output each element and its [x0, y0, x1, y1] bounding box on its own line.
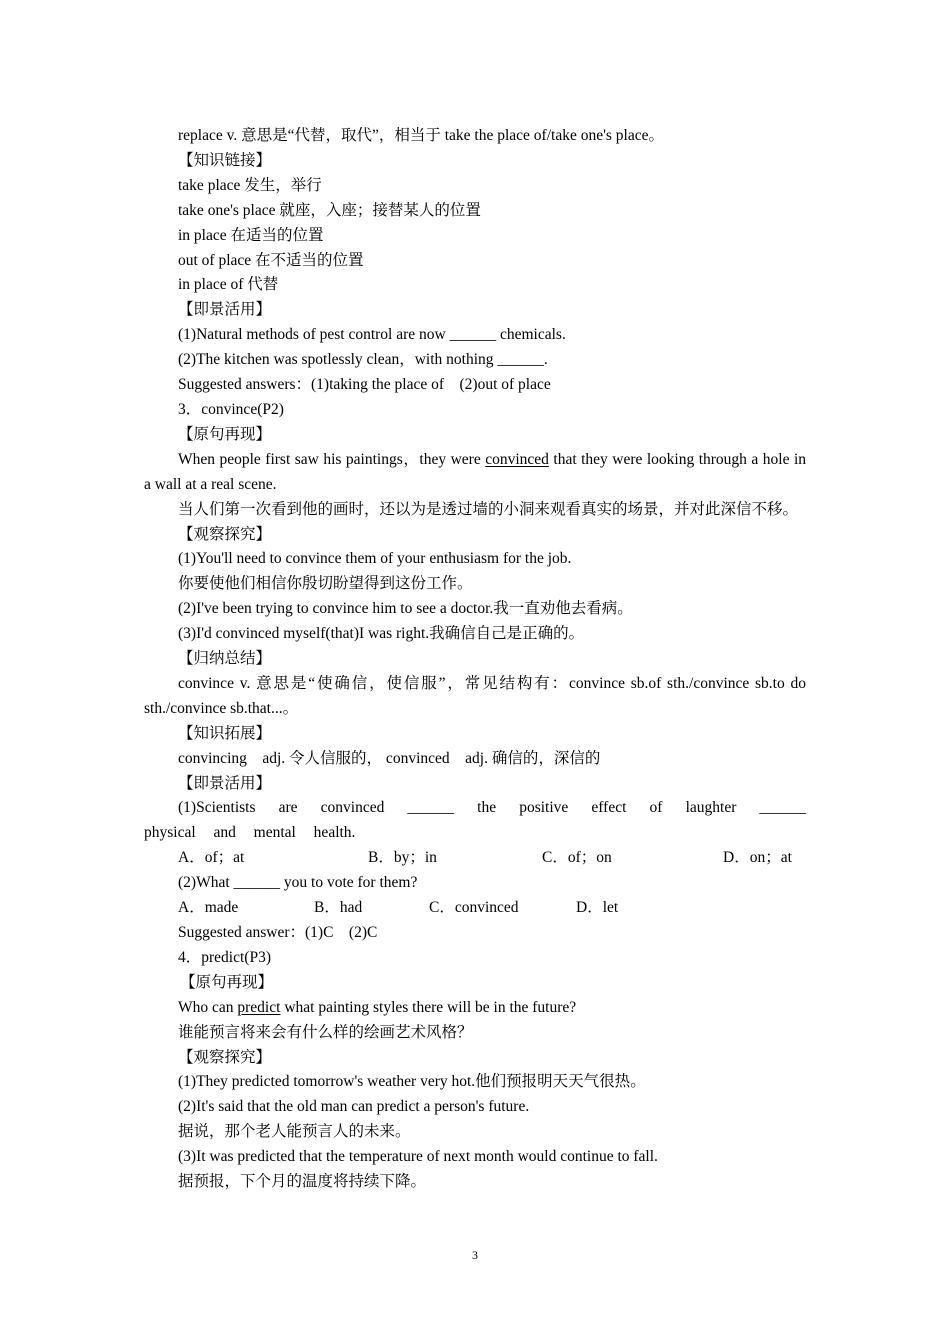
phrase-in-place: in place 在适当的位置 [178, 226, 324, 244]
keyword-predict: predict [237, 998, 281, 1016]
convince-practice-heading: 【即景活用】 [178, 774, 272, 792]
predict-example-1: (1)They predicted tomorrow's weather very hot.他们预报明天天气很热。 [178, 1073, 646, 1091]
convince-question-2: (2)What ______ you to vote for them? [178, 874, 418, 892]
convince-summary-heading: 【归纳总结】 [178, 650, 272, 668]
replace-exercise-2: (2)The kitchen was spotlessly clean，with nothing ______. [178, 351, 548, 369]
question-1-options [144, 846, 806, 871]
convince-example-1-translation: 你要使他们相信你殷切盼望得到这份工作。 [178, 575, 473, 593]
predict-example-3: (3)It was predicted that the temperature of next month would continue to fall. [178, 1148, 658, 1166]
replace-practice-heading: 【即景活用】 [178, 301, 272, 319]
phrase-out-of-place: out of place 在不适当的位置 [178, 251, 364, 269]
predict-text-before: Who can [178, 998, 238, 1016]
question-1-option-a: A．of；at [178, 849, 245, 867]
convince-example-2: (2)I've been trying to convince him to see a doctor.我一直劝他去看病。 [178, 600, 633, 618]
predict-example-2: (2)It's said that the old man can predict a person's future. [178, 1098, 530, 1116]
original-text-before: When people first saw his paintings，they were [178, 450, 486, 468]
question-1-option-c: C．of；on [542, 849, 612, 867]
replace-exercise-1: (1)Natural methods of pest control are now ______ chemicals. [178, 326, 566, 344]
convince-explore-heading: 【观察探究】 [178, 525, 272, 543]
phrase-in-place-of: in place of 代替 [178, 276, 279, 294]
convince-original-translation: 当人们第一次看到他的画时，还以为是透过墙的小洞来观看真实的场景，并对此深信不移。 [178, 500, 799, 518]
predict-original-sentence [144, 996, 806, 1021]
question-1-option-b: B．by；in [368, 849, 437, 867]
convince-expand-heading: 【知识拓展】 [178, 724, 272, 742]
convince-original-heading: 【原句再现】 [178, 425, 272, 443]
predict-original-heading: 【原句再现】 [180, 973, 274, 991]
replace-definition: replace v. 意思是“代替，取代”，相当于 take the place of/take one's place。 [178, 127, 664, 144]
convince-answers: Suggested answer：(1)C (2)C [178, 924, 378, 941]
predict-text-after: what painting styles there will be in the future? [280, 998, 577, 1016]
phrase-take-place: take place 发生，举行 [178, 176, 322, 194]
convince-expand: convincing adj. 令人信服的， convinced adj. 确信的，深信的 [178, 749, 601, 767]
predict-original-translation: 谁能预言将来会有什么样的绘画艺术风格？ [178, 1023, 473, 1041]
question-1-option-d: D．on；at [723, 849, 792, 867]
knowledge-link-heading: 【知识链接】 [178, 151, 272, 169]
convince-original-sentence [144, 448, 806, 498]
phrase-take-ones-place: take one's place 就座，入座；接替某人的位置 [178, 201, 481, 219]
question-2-options [144, 896, 806, 921]
convince-example-1: (1)You'll need to convince them of your enthusiasm for the job. [178, 550, 572, 568]
page-number: 3 [472, 1248, 478, 1262]
keyword-convinced: convinced [485, 450, 549, 468]
convince-title: 3．convince(P2) [178, 400, 284, 418]
predict-example-3-translation: 据预报，下个月的温度将持续下降。 [178, 1173, 427, 1191]
convince-summary: convince v. 意思是“使确信，使信服”，常见结构有：convince sb.of sth./convince sb.to do sth./convince sb.that...。 [144, 674, 806, 717]
predict-explore-heading: 【观察探究】 [178, 1048, 272, 1066]
convince-question-1: (1)Scientists are convinced ______ the positive effect of laughter ______ physical and mental health. [144, 799, 806, 842]
convince-example-3: (3)I'd convinced myself(that)I was right.我确信自己是正确的。 [178, 625, 585, 643]
replace-answers: Suggested answers：(1)taking the place of (2)out of place [178, 376, 551, 394]
document-body [144, 124, 806, 1195]
original-text-after: that they were looking through a hole in a wall at a real scene. [144, 450, 806, 493]
question-2-option-c: C．convinced [429, 899, 519, 917]
question-2-option-b: B．had [314, 899, 363, 917]
predict-title: 4．predict(P3) [178, 948, 271, 966]
predict-example-2-translation: 据说，那个老人能预言人的未来。 [178, 1123, 411, 1141]
question-2-option-a: A．made [178, 899, 239, 917]
question-2-option-d: D．let [576, 899, 619, 917]
